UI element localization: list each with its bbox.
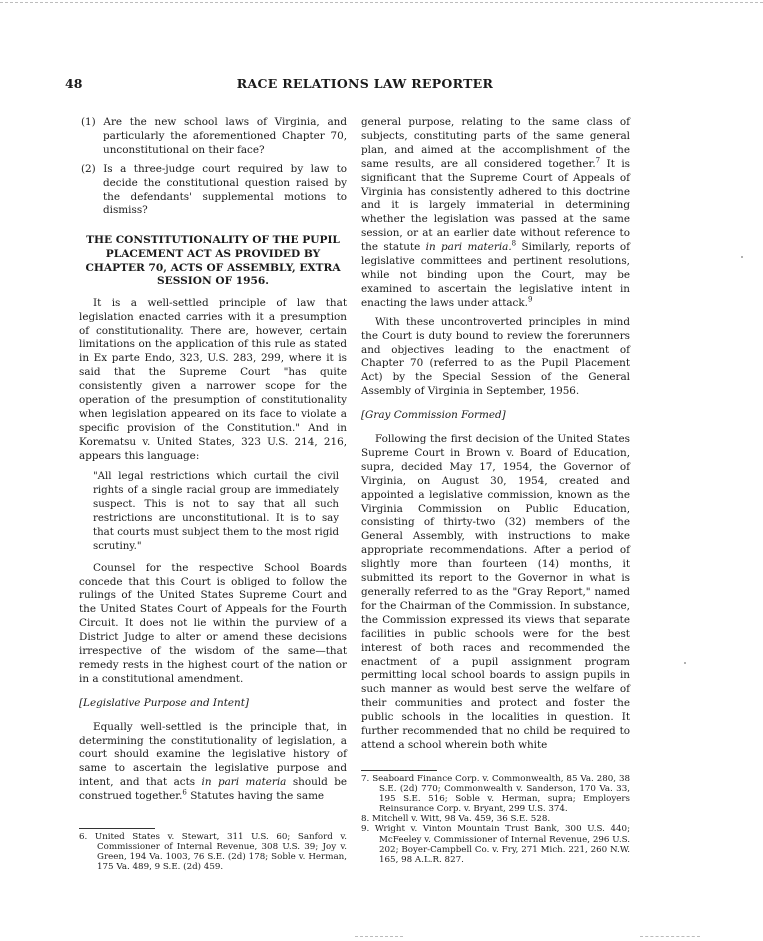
italic-phrase: in pari materia.: [425, 241, 512, 254]
paragraph: [79, 721, 347, 804]
scan-speck: [684, 662, 686, 664]
question-1: (1) Are the new school laws of Virginia, and particularly the aforementioned Chapter 70, unconstitutional on their face?: [81, 116, 347, 156]
block-quote: "All legal restrictions which curtail the civil rights of a single racial group are immediately suspect. This is not to say that all such restrictions are unconstitutional. It is to say that courts must subject them to the most rigid scrutiny.": [93, 470, 339, 552]
footnote-rule: [79, 828, 155, 829]
paragraph-text: general purpose, relating to the same class of subjects, constituting parts of the same general plan, and aimed at the accomplishment of the same results, are all considered together.: [361, 116, 630, 170]
footnote-ref: 7: [595, 156, 601, 165]
left-footnotes: [79, 820, 347, 872]
paragraph: With these uncontroverted principles in mind the Court is duty bound to review the forerunners and objectives leading to the enactment of Chapter 70 (referred to as the Pupil Placement Act) by the Special Session of the General Assembly of Virginia in September, 1956.: [361, 315, 630, 398]
subheading: [Legislative Purpose and Intent]: [79, 696, 249, 709]
scan-artifact: [640, 936, 700, 938]
page-top-border: [0, 2, 763, 3]
paragraph-text: Equally well-settled is the principle that, in determining the constitutionality of legislation, a court should examine the legislative history of same to ascertain the legislative purpose and intent, and that acts: [79, 720, 347, 789]
paragraph-text: should be construed together.: [79, 776, 347, 803]
footnote: 7. Seaboard Finance Corp. v. Commonwealth, 85 Va. 280, 38 S.E. (2d) 770; Commonwealth v. Sanderson, 170 Va. 33, 195 S.E. 516; Soble v. Herman, supra; Employers Reinsurance Corp. v. Bryant, 299 U.S. 374.: [361, 774, 630, 815]
footnote-ref: 6: [182, 788, 187, 797]
section-heading: THE CONSTITUTIONALITY OF THE PUPIL PLACEMENT ACT AS PROVIDED BY CHAPTER 70, ACTS OF ASSEMBLY, EXTRA SESSION OF 1956.: [85, 234, 341, 288]
italic-phrase: in pari materia: [201, 776, 287, 789]
running-title: RACE RELATIONS LAW REPORTER: [236, 76, 494, 91]
paragraph: It is a well-settled principle of law that legislation enacted carries with it a presumption of constitutionality. There are, however, certain limitations on the application of this rule as stated in Ex parte Endo, 323, U.S. 283, 299, where it is said that the Supreme Court "has quite consistently given a narrower scope for the operation of the presumption of constitutionality when legislation appeared on its face to violate a specific provision of the Constitution." And in Korematsu v. United States, 323 U.S. 214, 216, appears this language:: [79, 296, 347, 462]
footnote: 8. Mitchell v. Witt, 98 Va. 459, 36 S.E. 528.: [361, 814, 551, 825]
subheading: [Gray Commission Formed]: [361, 409, 506, 422]
paragraph: [361, 116, 630, 311]
scan-speck: [741, 256, 743, 258]
question-2: (2) Is a three-judge court required by law to decide the constitutional question raised by the defendants' supplemental motions to dismiss?: [81, 162, 347, 217]
page-header: [65, 76, 665, 92]
right-column: [361, 116, 630, 753]
paragraph-text: It is significant that the Supreme Court of Appeals of Virginia has consistently adhered to this doctrine and it is largely immaterial in determining whether the legislation was passed at the same session, or at an earlier date without reference to the statute: [361, 157, 630, 254]
scan-artifact: [355, 936, 403, 938]
paragraph-text: Similarly, reports of legislative committees and pertinent resolutions, while not binding upon the Court, may be examined to ascertain the legislative intent in enacting the laws under attack.: [361, 241, 630, 309]
footnote-ref: 9: [527, 295, 533, 304]
footnote-ref: 8: [511, 239, 517, 248]
paragraph: Following the first decision of the United States Supreme Court in Brown v. Board of Education, supra, decided May 17, 1954, the Governor of Virginia, on August 30, 1954, created and appointed a legislative commission, known as the Virginia Commission on Public Education, consisting of thirty-two (32) members of the General Assembly, with instructions to make appropriate recommendations. After a period of slightly more than fourteen (14) months, it submitted its report to the Governor in what is generally referred to as the "Gray Report," named for the Chairman of the Commission. In substance, the Commission expressed its views that separate facilities in public schools were for the best interest of both races and recommended the enactment of a pupil assignment program permitting local school boards to assign pupils in such manner as would best serve the welfare of their communities and protect and foster the public schools in the localities in question. It further recommended that no child be required to attend a school wherein both white: [361, 433, 630, 751]
footnote: 9. Wright v. Vinton Mountain Trust Bank, 300 U.S. 440; McFeeley v. Commissioner of Internal Revenue, 296 U.S. 202; Boyer-Campbell Co. v. Fry, 271 Mich. 221, 260 N.W. 165, 98 A.L.R. 827.: [361, 824, 630, 865]
paragraph-text: Statutes having the same: [186, 790, 325, 803]
right-footnotes: [361, 762, 630, 865]
paragraph: Counsel for the respective School Boards concede that this Court is obliged to follow the rulings of the United States Supreme Court and the United States Court of Appeals for the Fourth Circuit. It does not lie within the purview of a District Judge to alter or amend these decisions irrespective of the wisdom of the same—that remedy rests in the highest court of the nation or in a constitutional amendment.: [79, 561, 347, 685]
page-number: 48: [65, 76, 83, 91]
footnote-rule: [361, 770, 437, 771]
footnote: 6. United States v. Stewart, 311 U.S. 60; Sanford v. Commissioner of Internal Revenue, 308 U.S. 39; Joy v. Green, 194 Va. 1003, 76 S.E. (2d) 178; Soble v. Herman, 175 Va. 489, 9 S.E. (2d) 459.: [79, 832, 347, 873]
left-column: [79, 116, 347, 804]
